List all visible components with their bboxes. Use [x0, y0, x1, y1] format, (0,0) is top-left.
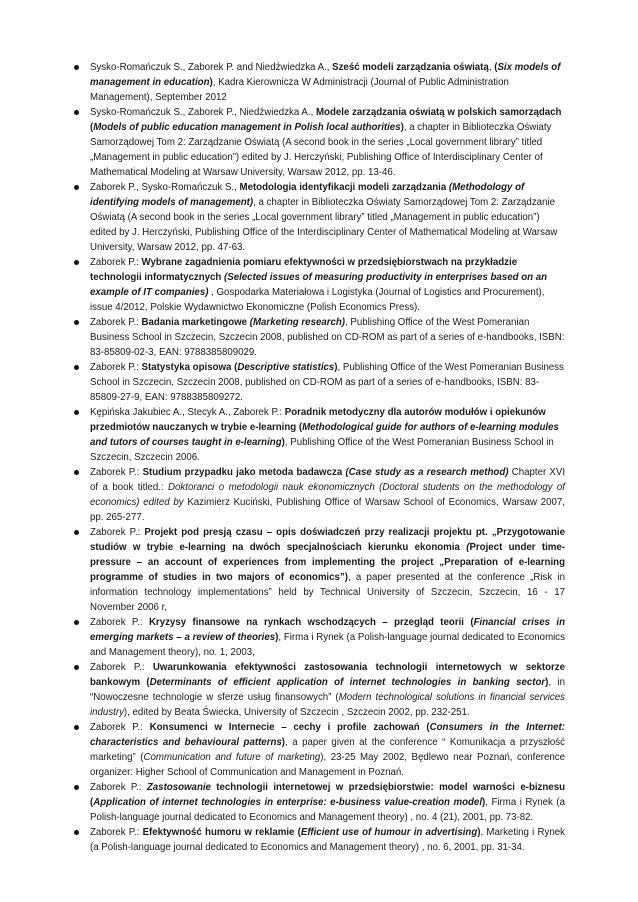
citation-text: Kazimierz Kuciński, Publishing Office of Warsaw School of Economics, Warsaw 2007, pp. 265-277.	[90, 497, 566, 523]
citation-text: Methodological guide for authors of e-learning modules and tutors of courses taught in e-learning	[90, 422, 559, 448]
publication-item	[72, 255, 565, 315]
citation-text: Chapter XVI of a book titled.:	[90, 467, 566, 493]
citation-text: Models of public education management in Polish local authorities	[93, 122, 401, 133]
citation-text: ), 23-25 May 2002, Będlewo near Poznań, conference organizer: Higher School of Communication and Management in Poznań.	[90, 752, 565, 778]
citation-text: Sysko-Romańczuk S., Zaborek P. and Niedźwiedzka A.,	[90, 62, 333, 73]
citation-text: )	[275, 632, 279, 643]
citation-text: Zaborek P.:	[90, 362, 142, 373]
citation-text: , Gospodarka Materiałowa i Logistyka (Journal of Logistics and Procurement), issue 4/2012, Polskie Wydawnictwo Ekonomiczne (Polish Economics Press).	[90, 287, 545, 313]
citation-text: Determinants of efficient application of internet technologies in banking sector	[149, 677, 546, 688]
citation-text: Kępińska Jakubiec A., Stecyk A., Zaborek P.:	[90, 407, 285, 418]
citation-text: , a chapter in Biblioteczka Oświaty Samorządowej Tom 2: Zarządzanie Oświatą (A second book in the series „Local government library” titled „Management in public education”) edited by J. Herczyński, Publishing Office of the Interdisciplinary Center of Mathematical Modeling at Warsaw University, Warsaw 2012, pp. 47-63.	[90, 197, 558, 253]
publication-item	[72, 405, 565, 465]
bullet-icon	[74, 320, 79, 325]
bullet-icon	[74, 410, 79, 415]
publication-item	[72, 615, 565, 660]
citation-text: , Firma i Rynek (a Polish-language journal dedicated to Economics and Management theory) , no. 4 (21), 2001, pp. 73-82.	[90, 797, 565, 823]
bullet-icon	[74, 65, 79, 70]
citation-text: Consumers in the Internet: characteristics and behavioural patterns	[90, 722, 566, 748]
citation-text: , a paper given at the conference “ Komunikacja a przyszłość marketing” (	[90, 737, 565, 763]
citation-text: , Publishing Office of the West Pomeranian Business School in Szczecin, Szczecin 2006.	[90, 437, 554, 463]
publication-item	[72, 105, 565, 180]
citation-text: ,	[488, 62, 495, 73]
citation-text: Zaborek P., Sysko-Romańczuk S.,	[90, 182, 240, 193]
citation-text: )	[281, 737, 286, 748]
citation-text: Efficient use of humour in advertising	[300, 827, 478, 838]
citation-text: Sysko-Romańczuk S., Zaborek P., Niedźwiedzka A.,	[90, 107, 316, 118]
citation-text: (	[494, 62, 498, 73]
citation-text: )	[209, 77, 213, 88]
citation-text: )	[334, 362, 338, 373]
bullet-icon	[74, 725, 79, 730]
publication-item	[72, 465, 565, 525]
bullet-icon	[74, 260, 79, 265]
citation-text: Poradnik metodyczny dla autorów modułów i opiekunów przedmiotów nauczanych w trybie e-learning (	[90, 407, 546, 433]
citation-text: ), edited by Beata Świecka, University of Szczecin , Szczecin 2002, pp. 232-251.	[123, 707, 470, 718]
citation-text: Six models of management in education	[90, 62, 561, 88]
citation-text: Metodologia identyfikacji modeli zarządzania	[239, 182, 449, 193]
citation-text: Wybrane zagadnienia pomiaru efektywności w przedsiębiorstwach na przykładzie technologii informatycznych	[90, 257, 518, 283]
citation-text: )	[545, 677, 549, 688]
citation-text: Efektywność humoru w reklamie (	[142, 827, 301, 838]
publication-list	[72, 60, 565, 855]
bullet-icon	[74, 530, 79, 535]
citation-text: , Kadra Kierownicza W Administracji (Journal of Public Administration Management), September 2012	[90, 77, 509, 103]
citation-text: )	[400, 122, 404, 133]
citation-text: , Marketing i Rynek (a Polish-language journal dedicated to Economics and Management theory) , no. 6, 2001, pp. 31-34.	[90, 827, 566, 853]
publication-item	[72, 825, 565, 855]
citation-text: Badania marketingowe	[141, 317, 250, 328]
citation-text: Zaborek P.:	[90, 527, 145, 538]
publication-item	[72, 315, 565, 360]
citation-text: , Publishing Office of the West Pomeranian Business School in Szczecin, Szczecin 2008, published on CD-ROM as part of a series of e-handbooks, ISBN: 83-85809-02-3, EAN: 9788385809029.	[90, 317, 565, 358]
citation-text: technologii internetowej w przedsiębiorstwie: model warności e-biznesu (	[90, 782, 566, 808]
bullet-icon	[74, 830, 79, 835]
bullet-icon	[74, 620, 79, 625]
citation-text: Uwarunkowania efektywności zastosowania technologii internetowych w sektorze bankowym (	[90, 662, 566, 688]
citation-text: Descriptive statistics	[237, 362, 335, 373]
citation-text: , a paper presented at the conference „Risk in information technology implementations” held by Technical University of Szczecin, Szczecin, 16 - 17 November 2006 r,	[90, 572, 565, 613]
citation-text: )	[482, 797, 486, 808]
bullet-icon	[74, 185, 79, 190]
citation-text: , in “Nowoczesne technologie w sferze usług finansowych” (	[90, 677, 565, 703]
citation-text: Doktoranci o metodologii nauk ekonomicznych (Doctoral students on the methodology of economics) edited by	[90, 482, 566, 508]
citation-text: Sześć modeli zarządzania oświatą	[332, 62, 489, 73]
citation-text: Modern technological solutions in financial services industry	[90, 692, 565, 718]
bullet-icon	[74, 665, 79, 670]
citation-text: , a chapter in Biblioteczka Oświaty Samorządowej Tom 2: Zarządzanie Oświatą (A second book in the series „Local government library” titled „Management in public education”) edited by J. Herczyński, Publishing Office of Interdisciplinary Center of Mathematical Modeling at Warsaw University, Warsaw 2012, pp. 13-46.	[90, 122, 552, 178]
citation-text: Financial crises in emerging markets – a review of theories	[90, 617, 566, 643]
citation-text: Project under time-pressure – an account of experiences from implementing the project „Preparation of e-learning programme of studies in two majors of economics”)	[90, 542, 566, 583]
citation-text: , Publishing Office of the West Pomeranian Business School in Szczecin, Szczecin 2008, published on CD-ROM as part of a series of e-handbooks, ISBN: 83-85809-27-9, EAN: 9788385809272.	[90, 362, 564, 403]
citation-text: Kryzysy finansowe na rynkach wschodzących – przegląd teorii (	[148, 617, 474, 628]
bullet-icon	[74, 785, 79, 790]
citation-text: Konsumenci w Internecie – cechy i profile zachowań (	[149, 722, 430, 733]
citation-text: Studium przypadku jako metoda badawcza	[142, 467, 346, 478]
citation-text: Modele zarządzania oświatą w polskich samorządach (	[90, 107, 562, 133]
citation-text: Zaborek P.:	[90, 467, 143, 478]
bullet-icon	[74, 365, 79, 370]
citation-text: Zaborek P.:	[90, 317, 142, 328]
publication-item	[72, 525, 565, 615]
publication-item	[72, 60, 565, 105]
publication-item	[72, 720, 565, 780]
citation-text: Communication and future of marketing	[143, 752, 321, 763]
publication-item	[72, 780, 565, 825]
citation-text: (Marketing research)	[249, 317, 346, 328]
citation-text: (Selected issues of measuring productivity in enterprises based on an example of IT companies)	[90, 272, 548, 298]
citation-text: Projekt pod presją czasu – opis doświadczeń przy realizacji projektu pt. „Przygotowanie studiów w trybie e-learning na dwóch specjalnościach kierunku ekonomia	[90, 527, 566, 553]
citation-text: (Methodology of identifying models of management)	[90, 182, 525, 208]
citation-text: )	[477, 827, 481, 838]
citation-text: Zaborek P.:	[90, 722, 150, 733]
citation-text: Zastosowanie	[146, 782, 211, 793]
citation-text: Zaborek P.:	[90, 257, 142, 268]
citation-text: Zaborek P.:	[90, 617, 149, 628]
publication-item	[72, 180, 565, 255]
citation-text: )	[281, 437, 285, 448]
citation-text: Zaborek P.:	[90, 662, 153, 673]
citation-text: Zaborek P.:	[90, 827, 143, 838]
bullet-icon	[74, 470, 79, 475]
citation-text: (Case study as a research method)	[345, 467, 509, 478]
citation-text: Statystyka opisowa (	[141, 362, 238, 373]
publication-item	[72, 360, 565, 405]
publication-item	[72, 660, 565, 720]
citation-text: , Firma i Rynek (a Polish-language journal dedicated to Economics and Management theory), no. 1, 2003,	[90, 632, 565, 658]
citation-text: Application of internet technologies in enterprise: e-business value-creation model	[93, 797, 483, 808]
citation-text: (	[466, 542, 470, 553]
citation-text: Zaborek P.:	[90, 782, 147, 793]
bullet-icon	[74, 110, 79, 115]
